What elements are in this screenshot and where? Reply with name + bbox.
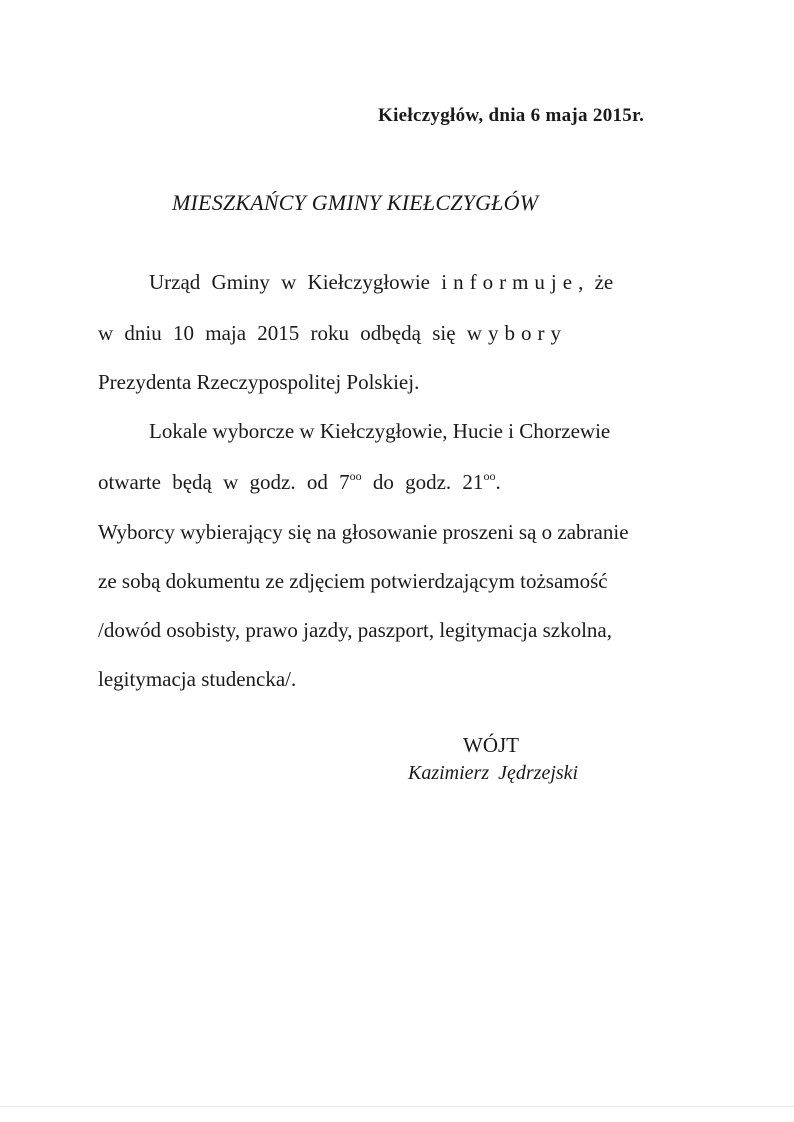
body-line-3: Prezydenta Rzeczypospolitej Polskiej. xyxy=(98,370,420,394)
body-text: w dniu 10 maja 2015 roku odbędą się xyxy=(98,321,467,345)
body-line-2 xyxy=(98,321,567,346)
body-text: do godz. 21 xyxy=(361,470,484,494)
body-line-9: legitymacja studencka/. xyxy=(98,667,297,691)
body-text: Urząd Gminy w Kiełczygłowie xyxy=(149,270,442,294)
superscript: oo xyxy=(349,469,362,483)
body-line-6: Wyborcy wybierający się na głosowanie proszeni są o zabranie xyxy=(98,520,629,544)
document-heading: MIESZKAŃCY GMINY KIEŁCZYGŁÓW xyxy=(172,190,539,215)
superscript: oo xyxy=(483,469,496,483)
signature-name: Kazimierz Jędrzejski xyxy=(408,762,579,784)
body-text: , że xyxy=(578,270,614,294)
body-text: otwarte będą w godz. od 7 xyxy=(98,470,350,494)
body-line-4: Lokale wyborcze w Kiełczygłowie, Hucie i Chorzewie xyxy=(149,419,611,443)
body-text-spaced: wybory xyxy=(466,321,567,345)
body-text-spaced: informuje xyxy=(441,270,579,294)
body-line-8: /dowód osobisty, prawo jazdy, paszport, legitymacja szkolna, xyxy=(98,618,612,642)
body-line-5 xyxy=(98,469,501,495)
scan-edge-divider xyxy=(0,1106,794,1107)
date-line: Kiełczygłów, dnia 6 maja 2015r. xyxy=(378,105,645,126)
body-text: . xyxy=(495,470,501,494)
body-line-7: ze sobą dokumentu ze zdjęciem potwierdzającym tożsamość xyxy=(98,569,608,593)
signature-title: WÓJT xyxy=(463,733,519,757)
body-line-1 xyxy=(149,270,613,295)
